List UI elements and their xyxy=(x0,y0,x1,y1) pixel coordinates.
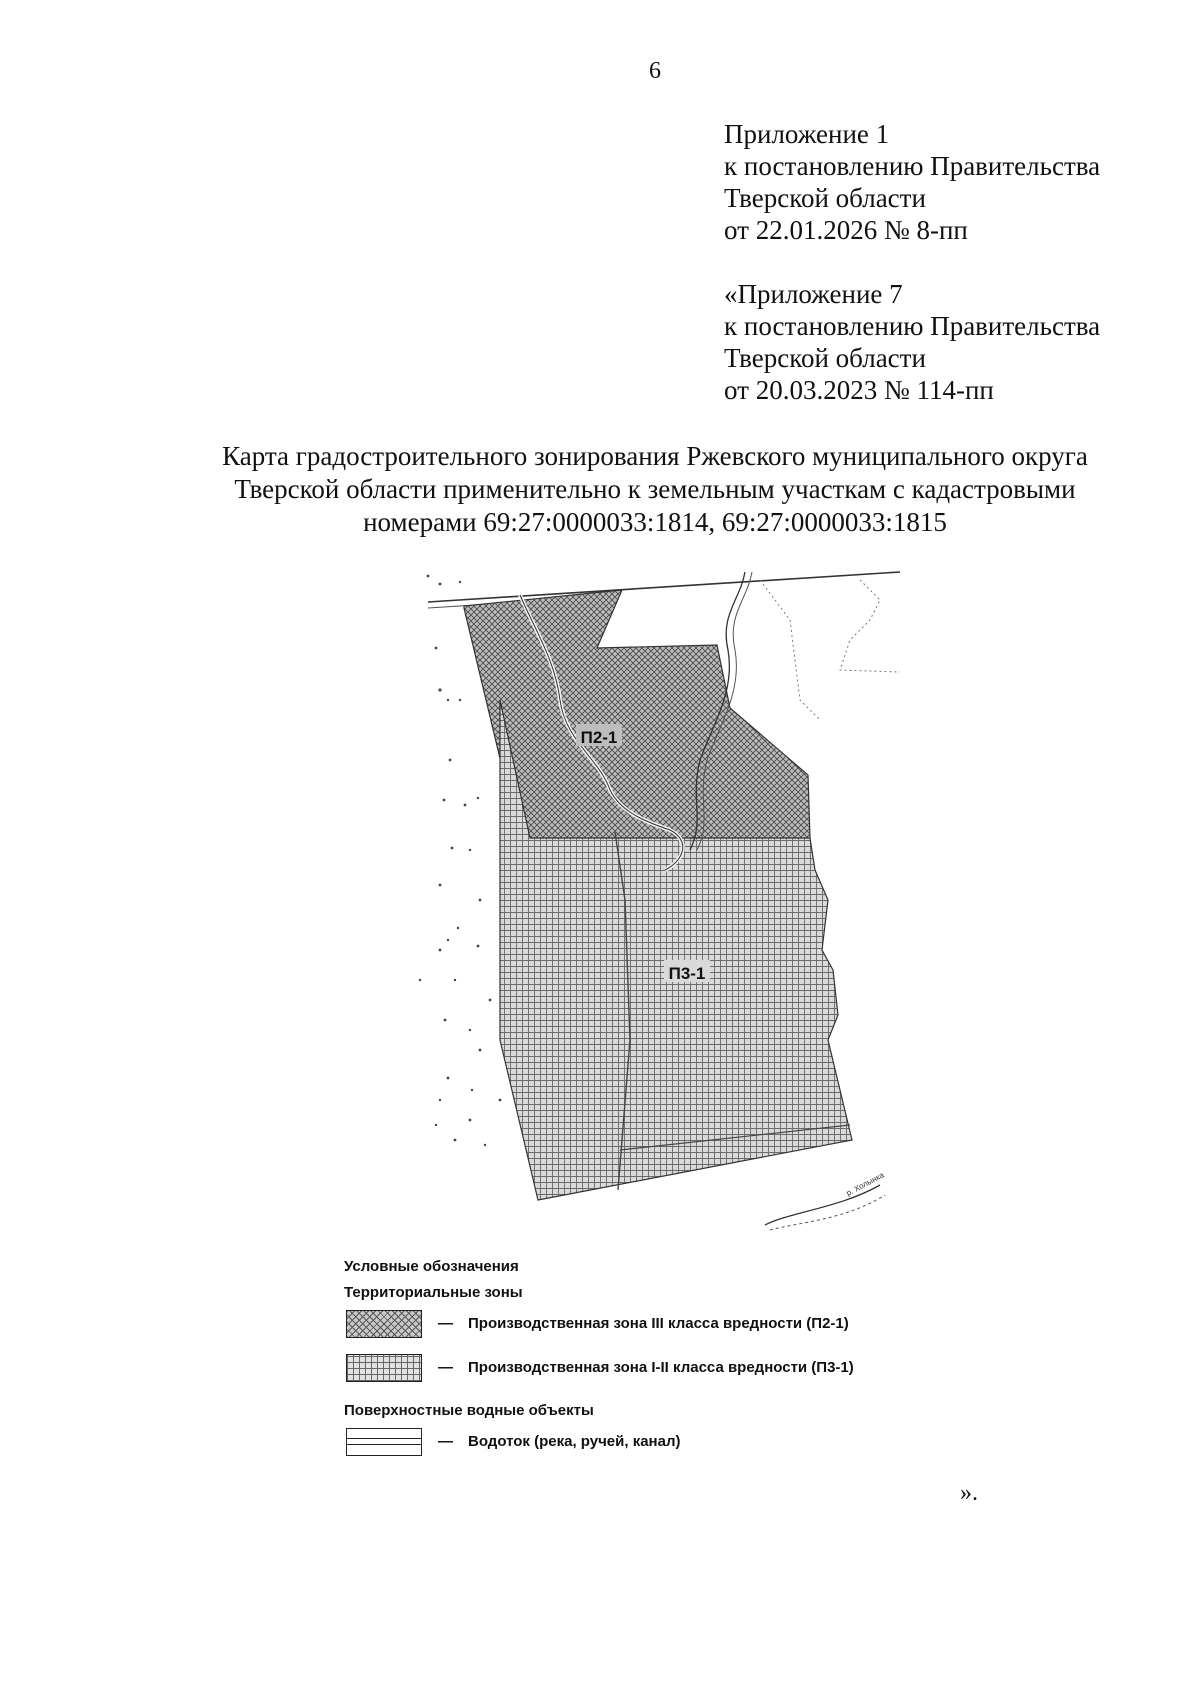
dotted-outline xyxy=(760,580,820,720)
legend-label: Водоток (река, ручей, канал) xyxy=(468,1433,681,1450)
legend-item-p3-1 xyxy=(344,1354,1044,1384)
dotted-outline xyxy=(840,580,900,672)
legend-swatch-river xyxy=(346,1428,422,1456)
legend-label: Производственная зона I-II класса вредности (П3-1) xyxy=(468,1359,854,1376)
legend-swatch-grid xyxy=(346,1354,422,1382)
legend-item-watercourse xyxy=(344,1428,1044,1458)
appendix-7-line: «Приложение 7 xyxy=(724,279,903,309)
legend-section-water: Поверхностные водные объекты xyxy=(344,1402,594,1419)
map-title-line: Тверской области применительно к земельным участкам с кадастровыми xyxy=(234,474,1076,504)
legend-section-zones: Территориальные зоны xyxy=(344,1284,523,1301)
legend-label: Производственная зона III класса вредности (П2-1) xyxy=(468,1315,849,1332)
appendix-7-line: от 20.03.2023 № 114-пп xyxy=(724,375,994,405)
legend-dash: — xyxy=(438,1315,453,1332)
zone-label-p3-1: П3-1 xyxy=(668,964,706,983)
map-title-line: Карта градостроительного зонирования Ржевского муниципального округа xyxy=(222,441,1088,471)
zone-label-p2-1: П2-1 xyxy=(580,728,618,747)
legend-item-p2-1 xyxy=(344,1310,1044,1340)
river-label: р. Холынка xyxy=(844,1170,886,1198)
legend-dash: — xyxy=(438,1433,453,1450)
appendix-7-line: Тверской области xyxy=(724,343,926,373)
map-title-line: номерами 69:27:0000033:1814, 69:27:0000033:1815 xyxy=(363,507,947,537)
appendix-1-line: от 22.01.2026 № 8-пп xyxy=(724,215,968,245)
road-line xyxy=(428,572,900,602)
river-line xyxy=(765,1185,880,1225)
appendix-1-line: к постановлению Правительства xyxy=(724,151,1101,181)
legend-swatch-hatch xyxy=(346,1310,422,1338)
legend-title: Условные обозначения xyxy=(344,1258,519,1275)
legend-dash: — xyxy=(438,1359,453,1376)
appendix-1-line: Тверской области xyxy=(724,183,926,213)
page-number: 6 xyxy=(649,58,661,84)
appendix-7-line: к постановлению Правительства xyxy=(724,311,1101,341)
closing-quote: ». xyxy=(960,1480,978,1506)
appendix-1-line: Приложение 1 xyxy=(724,119,890,149)
river-line xyxy=(770,1195,885,1230)
